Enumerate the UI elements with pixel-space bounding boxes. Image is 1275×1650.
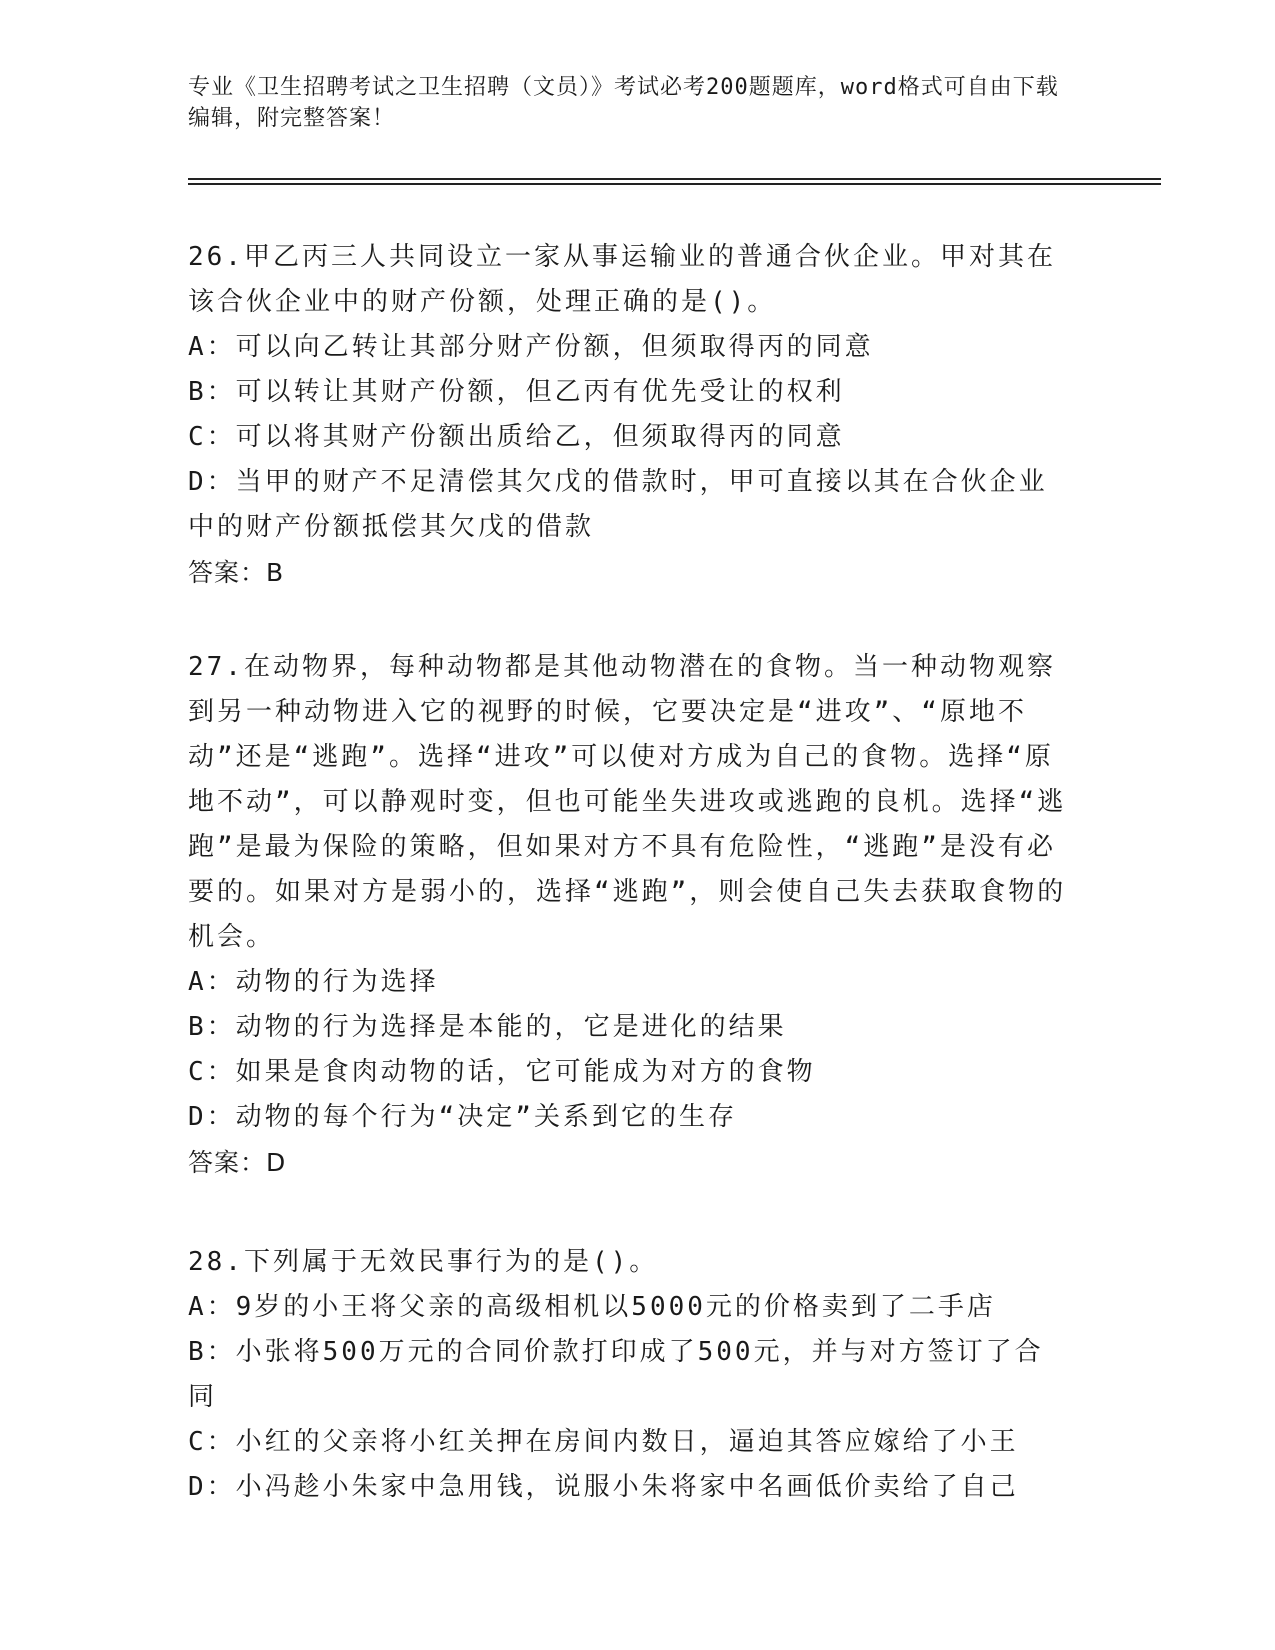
option-b: B：动物的行为选择是本能的，它是进化的结果: [188, 1012, 787, 1042]
option-c: C：小红的父亲将小红关押在房间内数日，逼迫其答应嫁给了小王: [188, 1427, 1019, 1457]
option-c: C：可以将其财产份额出质给乙，但须取得丙的同意: [188, 422, 845, 452]
header-divider-top: [188, 178, 1161, 180]
document-header: [188, 72, 1068, 134]
header-text: 专业《卫生招聘考试之卫生招聘（文员）》考试必考200题题库，word格式可自由下载编辑，附完整答案！: [188, 75, 1059, 131]
option-a: A：动物的行为选择: [188, 967, 439, 997]
option-d: D：小冯趁小朱家中急用钱，说服小朱将家中名画低价卖给了自己: [188, 1472, 1019, 1502]
option-d: D：动物的每个行为“决定”关系到它的生存: [188, 1102, 737, 1132]
header-divider-bottom: [188, 183, 1161, 185]
question-stem: 28.下列属于无效民事行为的是()。: [188, 1247, 659, 1277]
question-26: [188, 235, 1068, 595]
question-stem: 26.甲乙丙三人共同设立一家从事运输业的普通合伙企业。甲对其在该合伙企业中的财产份额，处理正确的是()。: [188, 242, 1056, 317]
option-b: B：可以转让其财产份额，但乙丙有优先受让的权利: [188, 377, 845, 407]
answer: 答案：B: [188, 558, 285, 587]
option-a: A：9岁的小王将父亲的高级相机以5000元的价格卖到了二手店: [188, 1292, 996, 1322]
option-d: D：当甲的财产不足清偿其欠戊的借款时，甲可直接以其在合伙企业中的财产份额抵偿其欠戊的借款: [188, 467, 1048, 542]
question-27: [188, 645, 1068, 1185]
option-b: B：小张将500万元的合同价款打印成了500元，并与对方签订了合同: [188, 1337, 1044, 1412]
answer: 答案：D: [188, 1148, 287, 1177]
question-28: [188, 1240, 1068, 1510]
option-c: C：如果是食肉动物的话，它可能成为对方的食物: [188, 1057, 816, 1087]
option-a: A：可以向乙转让其部分财产份额，但须取得丙的同意: [188, 332, 874, 362]
question-stem: 27.在动物界，每种动物都是其他动物潜在的食物。当一种动物观察到另一种动物进入它的视野的时候，它要决定是“进攻”、“原地不动”还是“逃跑”。选择“进攻”可以使对方成为自己的食物。选择“原地不动”，可以静观时变，但也可能坐失进攻或逃跑的良机。选择“逃跑”是最为保险的策略，但如果对方不具有危险性，“逃跑”是没有必要的。如果对方是弱小的，选择“逃跑”，则会使自己失去获取食物的机会。: [188, 652, 1067, 952]
